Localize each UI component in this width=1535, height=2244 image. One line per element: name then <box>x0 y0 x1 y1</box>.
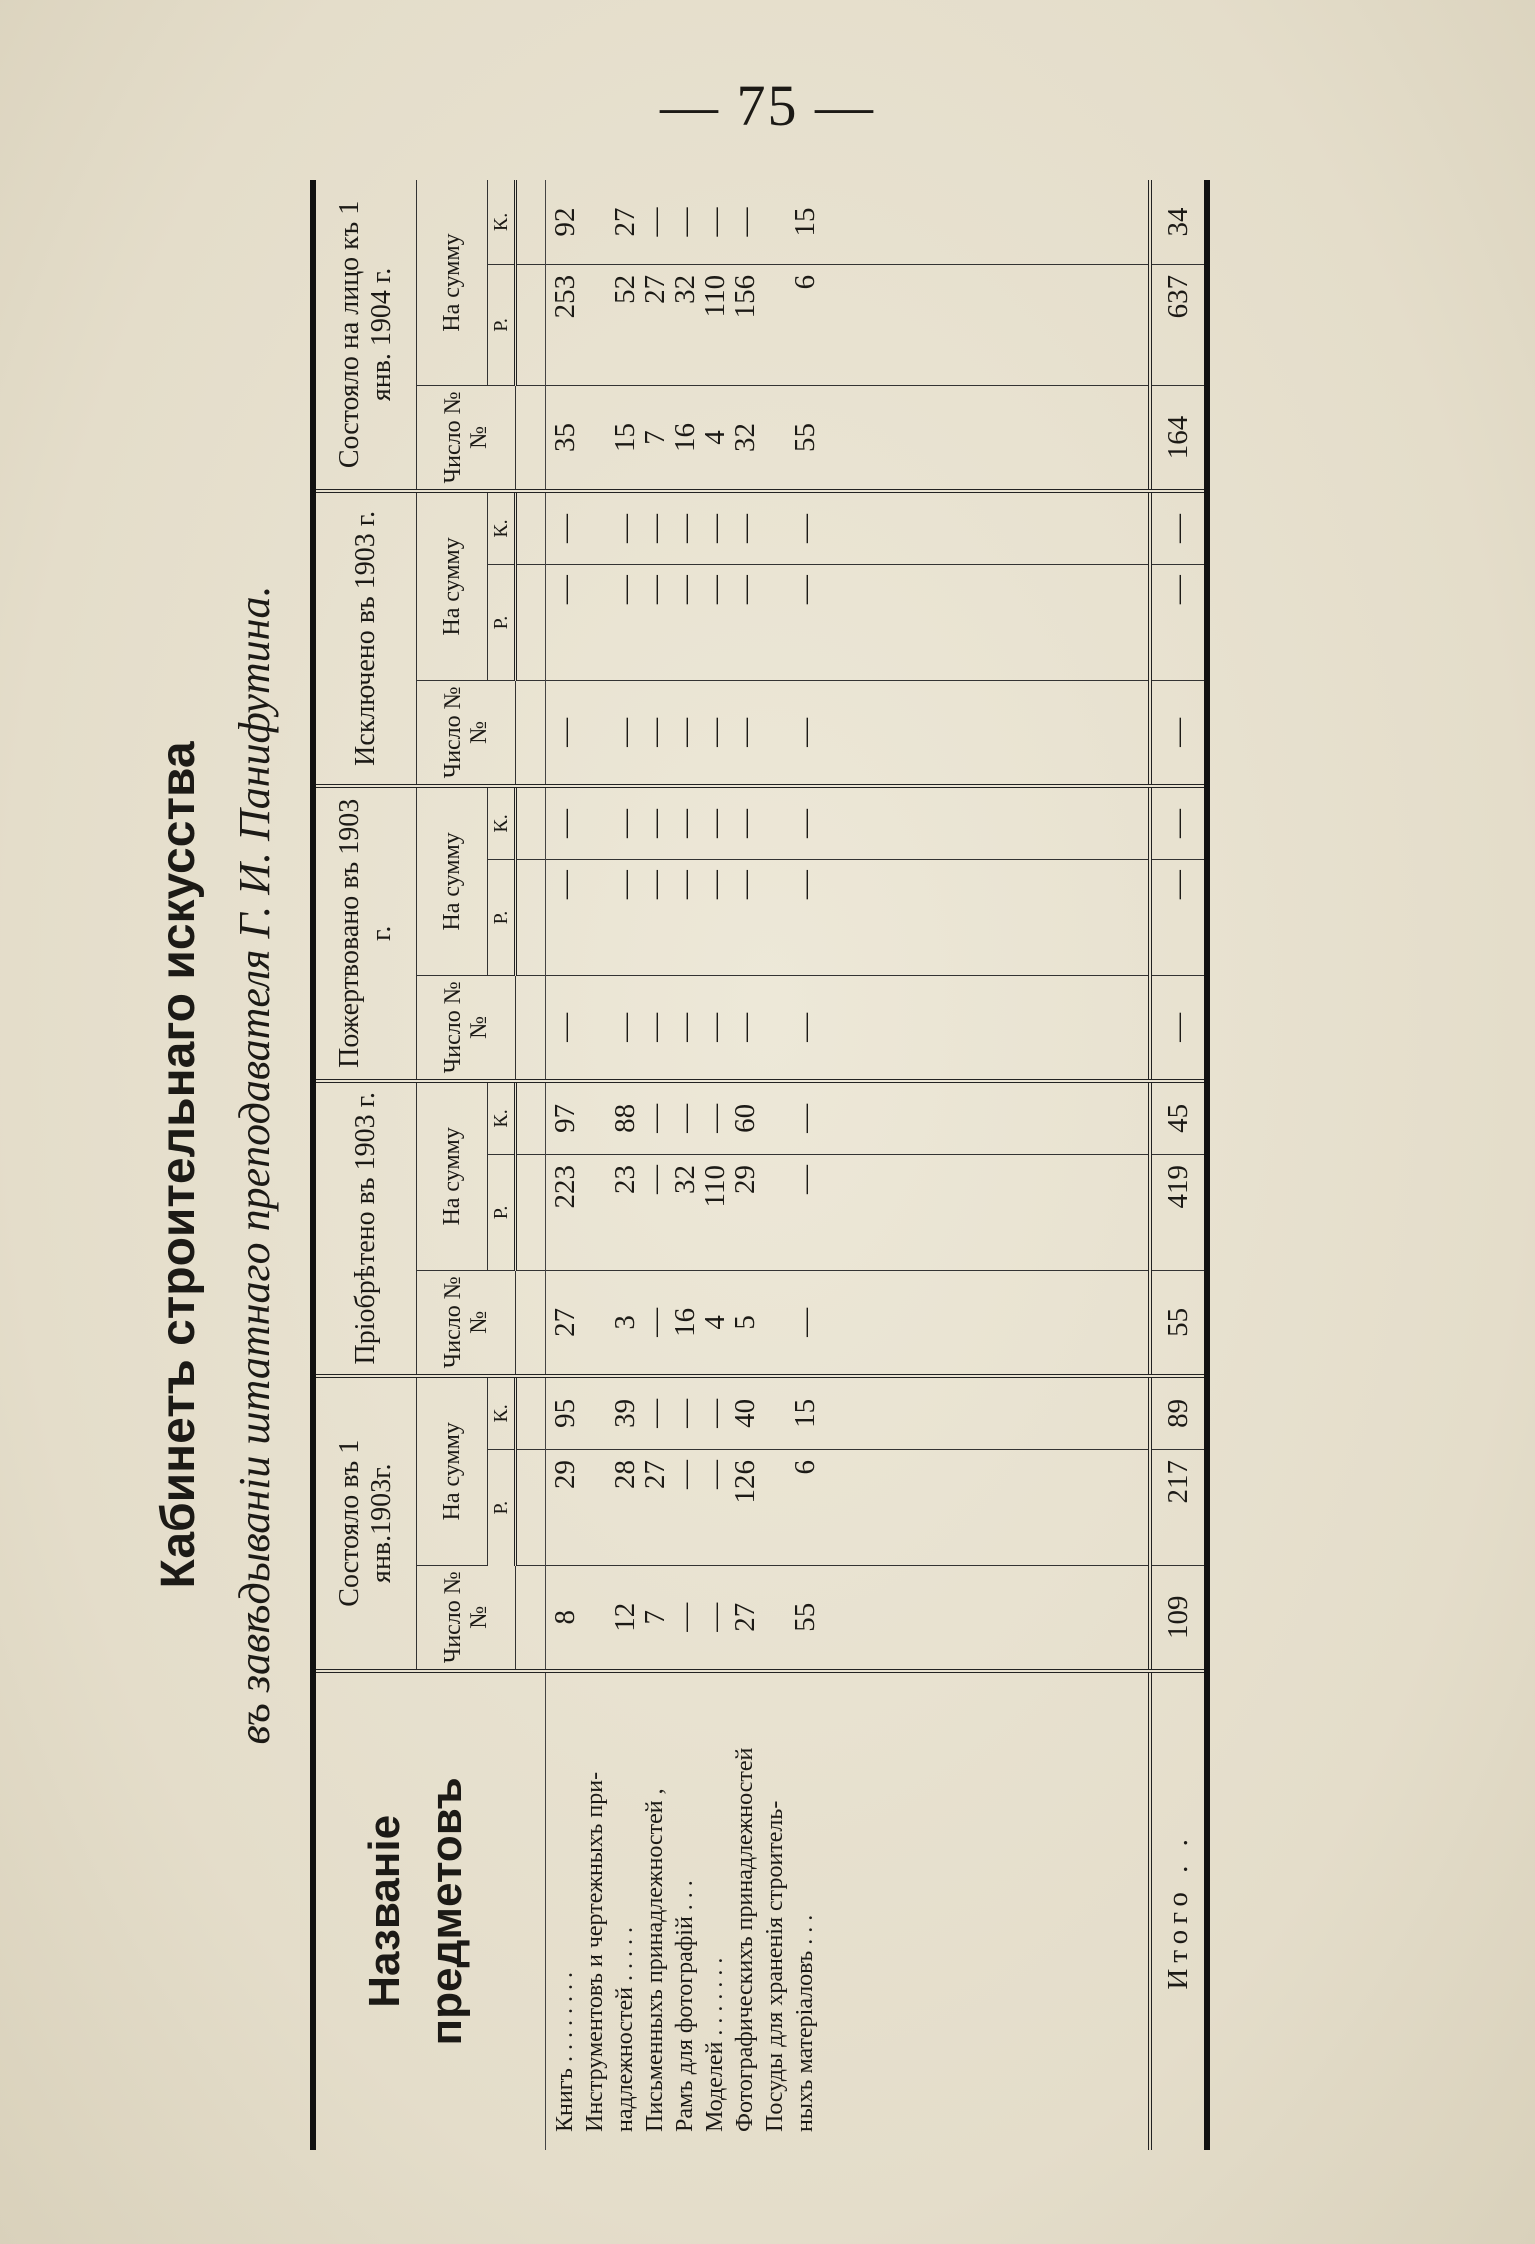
cell-value: — <box>729 870 761 900</box>
cell-value: 35 <box>549 422 581 452</box>
cell-value: 27 <box>729 1602 761 1632</box>
cell-value: — <box>669 808 701 838</box>
total-value: 89 <box>1162 1398 1194 1428</box>
total-row <box>1150 180 1207 2150</box>
cell-value <box>760 1450 790 1565</box>
cell-value: 6 <box>789 274 821 290</box>
subheader-sum: На сумму <box>417 180 488 386</box>
cell-value: — <box>549 514 581 543</box>
cell-value: — <box>699 207 731 237</box>
group-header-on-hand-1904: Состояло на лицо къ 1 янв. 1904 г. <box>313 180 417 491</box>
cell-value: 27 <box>609 207 641 237</box>
cell-value <box>580 180 610 264</box>
cell-value: — <box>549 575 581 605</box>
cell-value: 6 <box>789 1460 821 1475</box>
cell-value <box>760 386 790 489</box>
cell-value: 110 <box>699 1165 731 1208</box>
col-acquired-kopecks <box>546 1081 1151 1155</box>
cell-value: 7 <box>639 1610 671 1625</box>
unit-kopecks: К. <box>488 786 516 860</box>
cabinet-title: Кабинетъ строительнаго искусства <box>152 741 205 1589</box>
total-value: 55 <box>1162 1307 1194 1337</box>
cell-value: — <box>729 514 761 543</box>
subheader-sum: На сумму <box>417 1376 488 1566</box>
cell-value: — <box>789 1165 821 1195</box>
cell-value: — <box>609 808 641 838</box>
total-value: 637 <box>1162 274 1194 319</box>
total-excluded-kopecks <box>1150 491 1207 565</box>
item-name: надлежностей . . . . . <box>612 1927 638 2132</box>
total-value: — <box>1162 1012 1194 1042</box>
group-header-excluded-1903: Исключено въ 1903 г. <box>313 491 417 786</box>
cell-value <box>580 1450 610 1565</box>
total-acquired-count <box>1150 1270 1207 1375</box>
body-row <box>546 180 1151 2150</box>
spacer-row <box>516 180 546 2150</box>
cell-value <box>760 1566 790 1669</box>
cell-value <box>760 681 790 784</box>
subheader-sum: На сумму <box>417 1081 488 1271</box>
cell-value: — <box>699 514 731 543</box>
total-value: — <box>1162 575 1194 605</box>
cell-value <box>580 493 610 564</box>
subheader-count: Число №№ <box>417 1270 516 1375</box>
cell-value: 88 <box>609 1103 641 1133</box>
cell-value: — <box>639 1307 671 1337</box>
cell-value: 126 <box>729 1460 761 1504</box>
cell-value: 156 <box>729 274 761 319</box>
cell-value: 32 <box>669 1165 701 1195</box>
item-name: ныхъ матеріаловъ . . . <box>792 1914 818 2132</box>
unit-rubles: Р. <box>488 565 516 681</box>
cell-value: 27 <box>639 274 671 304</box>
col-excluded-kopecks <box>546 491 1151 565</box>
cell-value: — <box>729 808 761 838</box>
total-value: 164 <box>1162 415 1194 460</box>
cell-value <box>760 1378 790 1449</box>
cell-value: 4 <box>699 1315 731 1330</box>
total-start-kopecks <box>1150 1376 1207 1450</box>
cell-value <box>580 1378 610 1449</box>
col-start-kopecks <box>546 1376 1151 1450</box>
item-name: Моделей . . . . . . . <box>702 1957 728 2132</box>
name-header <box>313 1671 516 2150</box>
cell-value: — <box>669 575 701 605</box>
total-start-count <box>1150 1565 1207 1670</box>
subheader-count: Число №№ <box>417 1565 516 1670</box>
cell-value: 15 <box>789 207 821 237</box>
subheader-sum: На сумму <box>417 491 488 681</box>
cell-value: — <box>639 1103 671 1133</box>
total-donated-count <box>1150 975 1207 1080</box>
cell-value: — <box>549 870 581 900</box>
cell-value: 5 <box>729 1315 761 1330</box>
group-header-start-1903: Состояло въ 1 янв.1903г. <box>313 1376 417 1671</box>
cabinet-subtitle: въ завѣдываніи штатнаго преподавателя Г. И. Панифутина. <box>230 585 279 1745</box>
total-start-rubles <box>1150 1450 1207 1566</box>
cell-value: — <box>609 717 641 747</box>
unit-kopecks: К. <box>488 1081 516 1155</box>
cell-value: — <box>789 808 821 838</box>
col-on-hand-kopecks <box>546 180 1151 264</box>
col-excluded-rubles <box>546 565 1151 681</box>
group-header-donated-1903: Пожертвовано въ 1903 г. <box>313 786 417 1081</box>
col-on-hand-count <box>546 386 1151 491</box>
cell-value: 27 <box>639 1460 671 1489</box>
cell-value: 55 <box>789 422 821 452</box>
unit-kopecks: К. <box>488 491 516 565</box>
cell-value: — <box>789 1012 821 1042</box>
cell-value: 12 <box>609 1602 641 1632</box>
cell-value: 4 <box>699 430 731 445</box>
cell-value <box>760 1155 790 1270</box>
cell-value <box>760 1083 790 1154</box>
cell-value <box>580 788 610 859</box>
subheader-count: Число №№ <box>417 975 516 1080</box>
cell-value: — <box>789 717 821 747</box>
total-donated-kopecks <box>1150 786 1207 860</box>
inventory-table <box>310 180 1210 2150</box>
name-header-line-2: предметовъ <box>421 1777 471 2046</box>
cell-value: 39 <box>609 1398 641 1428</box>
subheader-count: Число №№ <box>417 681 516 786</box>
cell-value: — <box>639 514 671 543</box>
cell-value: 29 <box>549 1460 581 1489</box>
cell-value: — <box>789 1307 821 1337</box>
cell-value: 8 <box>549 1610 581 1625</box>
total-on-hand-count <box>1150 386 1207 491</box>
total-label: Итого . . <box>1150 1671 1207 2150</box>
cell-value: — <box>669 207 701 237</box>
total-donated-rubles <box>1150 860 1207 976</box>
cell-value: 27 <box>549 1307 581 1337</box>
cell-value <box>580 565 610 680</box>
cell-value: — <box>699 1103 731 1133</box>
col-donated-kopecks <box>546 786 1151 860</box>
cell-value: 110 <box>699 274 731 318</box>
cell-value <box>580 1566 610 1669</box>
total-on-hand-kopecks <box>1150 180 1207 264</box>
item-name: Фотографическихъ принадлежностей <box>732 1747 758 2132</box>
cell-value: — <box>699 1460 731 1489</box>
cell-value: 16 <box>669 1307 701 1337</box>
cell-value: — <box>639 1012 671 1042</box>
total-value: 34 <box>1162 207 1194 237</box>
cell-value: 29 <box>729 1165 761 1195</box>
cell-value <box>760 976 790 1079</box>
cell-value: 52 <box>609 274 641 304</box>
cell-value <box>580 386 610 489</box>
total-value: — <box>1162 870 1194 900</box>
total-value: 109 <box>1162 1595 1194 1640</box>
cell-value: 95 <box>549 1398 581 1428</box>
cell-value: — <box>639 1398 671 1428</box>
cell-value: 55 <box>789 1602 821 1632</box>
cell-value: 15 <box>789 1398 821 1428</box>
rotated-table-block <box>140 180 1300 2150</box>
cell-value: — <box>699 717 731 747</box>
item-names-column <box>546 1671 1151 2150</box>
cell-value <box>580 976 610 1079</box>
cell-value <box>760 180 790 264</box>
unit-kopecks: К. <box>488 1376 516 1450</box>
total-value: — <box>1162 717 1194 747</box>
total-excluded-rubles <box>1150 565 1207 681</box>
cell-value: — <box>699 575 731 605</box>
cell-value: — <box>609 575 641 605</box>
unit-rubles: Р. <box>488 1155 516 1271</box>
cell-value: 7 <box>639 430 671 445</box>
cell-value: 32 <box>729 422 761 452</box>
item-name: Рамъ для фотографій . . . <box>672 1880 698 2132</box>
cell-value: 23 <box>609 1165 641 1195</box>
col-donated-rubles <box>546 860 1151 976</box>
cell-value: — <box>669 1398 701 1428</box>
total-acquired-kopecks <box>1150 1081 1207 1155</box>
cell-value <box>760 860 790 975</box>
cell-value <box>760 493 790 564</box>
cell-value: — <box>669 1602 701 1632</box>
cell-value: 32 <box>669 274 701 304</box>
cell-value: 28 <box>609 1460 641 1489</box>
col-acquired-rubles <box>546 1155 1151 1271</box>
cell-value: — <box>669 717 701 747</box>
name-header-line-1: Названіе <box>359 1814 409 2008</box>
total-on-hand-rubles <box>1150 264 1207 385</box>
cell-value: — <box>639 870 671 900</box>
cell-value: — <box>639 575 671 605</box>
cell-value: — <box>699 870 731 900</box>
cell-value: — <box>669 1103 701 1133</box>
cell-value: — <box>609 1012 641 1042</box>
cell-value: — <box>699 1012 731 1042</box>
cell-value: — <box>669 514 701 543</box>
cell-value <box>580 1083 610 1154</box>
cell-value: — <box>699 808 731 838</box>
item-name: Посуды для храненія строитель- <box>762 1800 788 2132</box>
cell-value: — <box>789 870 821 900</box>
total-value: 45 <box>1162 1103 1194 1133</box>
cell-value: 97 <box>549 1103 581 1133</box>
cell-value: — <box>669 870 701 900</box>
total-acquired-rubles <box>1150 1155 1207 1271</box>
col-acquired-count <box>546 1270 1151 1375</box>
subheader-count: Число №№ <box>417 386 516 491</box>
cell-value: — <box>729 207 761 237</box>
cell-value: — <box>669 1012 701 1042</box>
total-value: 217 <box>1162 1460 1194 1504</box>
cell-value: 16 <box>669 422 701 452</box>
cell-value: — <box>789 514 821 543</box>
cell-value: — <box>639 1165 671 1195</box>
cell-value: — <box>549 717 581 747</box>
cell-value: — <box>789 575 821 605</box>
cell-value: 253 <box>549 274 581 319</box>
cell-value: — <box>729 575 761 605</box>
cell-value <box>580 265 610 385</box>
cell-value: 15 <box>609 422 641 452</box>
cell-value: — <box>639 717 671 747</box>
cell-value <box>760 1271 790 1374</box>
cell-value: — <box>729 717 761 747</box>
cell-value: — <box>729 1012 761 1042</box>
page-number: — 75 — <box>660 73 875 138</box>
total-excluded-count <box>1150 681 1207 786</box>
total-value: — <box>1162 514 1194 543</box>
total-value: 419 <box>1162 1165 1194 1209</box>
cell-value: — <box>549 808 581 838</box>
col-start-rubles <box>546 1450 1151 1566</box>
cell-value: — <box>669 1460 701 1489</box>
item-name: Письменныхъ принадлежностей , <box>642 1788 668 2132</box>
cell-value: — <box>789 1103 821 1133</box>
col-donated-count <box>546 975 1151 1080</box>
col-on-hand-rubles <box>546 264 1151 385</box>
cell-value: 3 <box>609 1315 641 1330</box>
item-name: Книгъ . . . . . . . . <box>552 1972 578 2132</box>
item-name: Инструментовъ и чертежныхъ при- <box>582 1771 608 2132</box>
cell-value <box>580 1155 610 1270</box>
cell-value: — <box>699 1602 731 1632</box>
cell-value: — <box>609 514 641 543</box>
cell-value: — <box>639 808 671 838</box>
cell-value: 92 <box>549 207 581 237</box>
total-value: — <box>1162 808 1194 838</box>
cell-value <box>760 788 790 859</box>
subheader-sum: На сумму <box>417 786 488 976</box>
unit-kopecks: К. <box>488 180 516 264</box>
cell-value: 60 <box>729 1103 761 1133</box>
group-header-acquired-1903: Пріобрѣтено въ 1903 г. <box>313 1081 417 1376</box>
cell-value <box>580 1271 610 1374</box>
unit-rubles: Р. <box>488 860 516 976</box>
cell-value <box>580 681 610 784</box>
cell-value <box>760 565 790 680</box>
col-excluded-count <box>546 681 1151 786</box>
cell-value: — <box>639 207 671 237</box>
cell-value: — <box>549 1012 581 1042</box>
unit-rubles: Р. <box>488 1450 516 1566</box>
cell-value <box>580 860 610 975</box>
cell-value <box>760 265 790 385</box>
unit-rubles: Р. <box>488 264 516 385</box>
col-start-count <box>546 1565 1151 1670</box>
cell-value: — <box>699 1398 731 1428</box>
cell-value: 223 <box>549 1165 581 1209</box>
cell-value: 40 <box>729 1398 761 1428</box>
cell-value: — <box>609 870 641 900</box>
